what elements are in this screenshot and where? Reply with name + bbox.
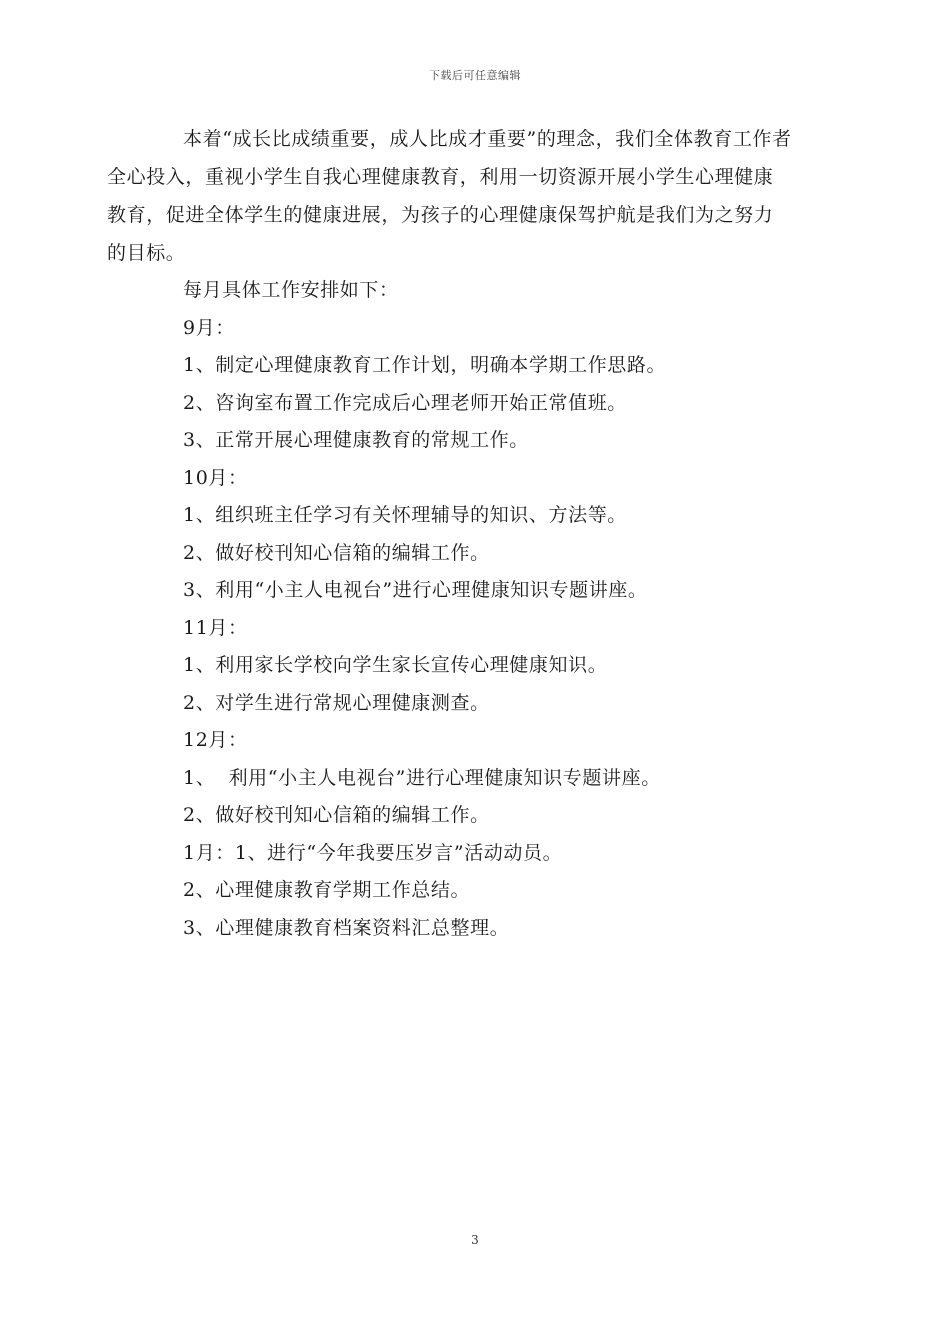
list-item: 3、心理健康教育档案资料汇总整理。 [183,916,510,939]
list-item: 2、做好校刊知心信箱的编辑工作。 [183,804,490,826]
intro-line: 全心投入，重视小学生自我心理健康教育，利用一切资源开展小学生心理健康 [107,166,774,188]
document-body [107,120,810,947]
month-heading: 1月：1、进行“今年我要压岁言”活动动员。 [183,841,563,864]
list-item: 2、做好校刊知心信箱的编辑工作。 [183,541,490,564]
list-item: 1、利用家长学校向学生家长宣传心理健康知识。 [183,654,608,676]
month-heading: 12月： [183,729,248,751]
month-heading: 10月： [183,466,248,489]
intro-line: 本着“成长比成绩重要，成人比成才重要”的理念，我们全体教育工作者 [183,128,792,150]
list-item: 2、心理健康教育学期工作总结。 [183,879,471,901]
list-item: 2、咨询室布置工作完成后心理老师开始正常值班。 [183,391,627,414]
header-note: 下载后可任意编辑 [429,69,521,82]
list-item: 3、利用“小主人电视台”进行心理健康知识专题讲座。 [183,579,648,601]
section-intro-line: 每月具体工作安排如下： [183,279,399,301]
list-item: 1、制定心理健康教育工作计划，明确本学期工作思路。 [183,354,667,376]
list-item: 1、组织班主任学习有关怀理辅导的知识、方法等。 [183,504,627,526]
list-item: 1、 利用“小主人电视台”进行心理健康知识专题讲座。 [183,766,661,789]
month-heading: 11月： [183,616,248,639]
intro-line: 的目标。 [107,242,186,264]
month-heading: 9月： [183,316,235,339]
intro-line: 教育，促进全体学生的健康进展，为孩子的心理健康保驾护航是我们为之努力 [107,204,774,226]
list-item: 3、正常开展心理健康教育的常规工作。 [183,429,529,451]
list-item: 2、对学生进行常规心理健康测查。 [183,691,490,714]
page-number: 3 [471,1233,479,1247]
intro-paragraph [107,120,810,272]
